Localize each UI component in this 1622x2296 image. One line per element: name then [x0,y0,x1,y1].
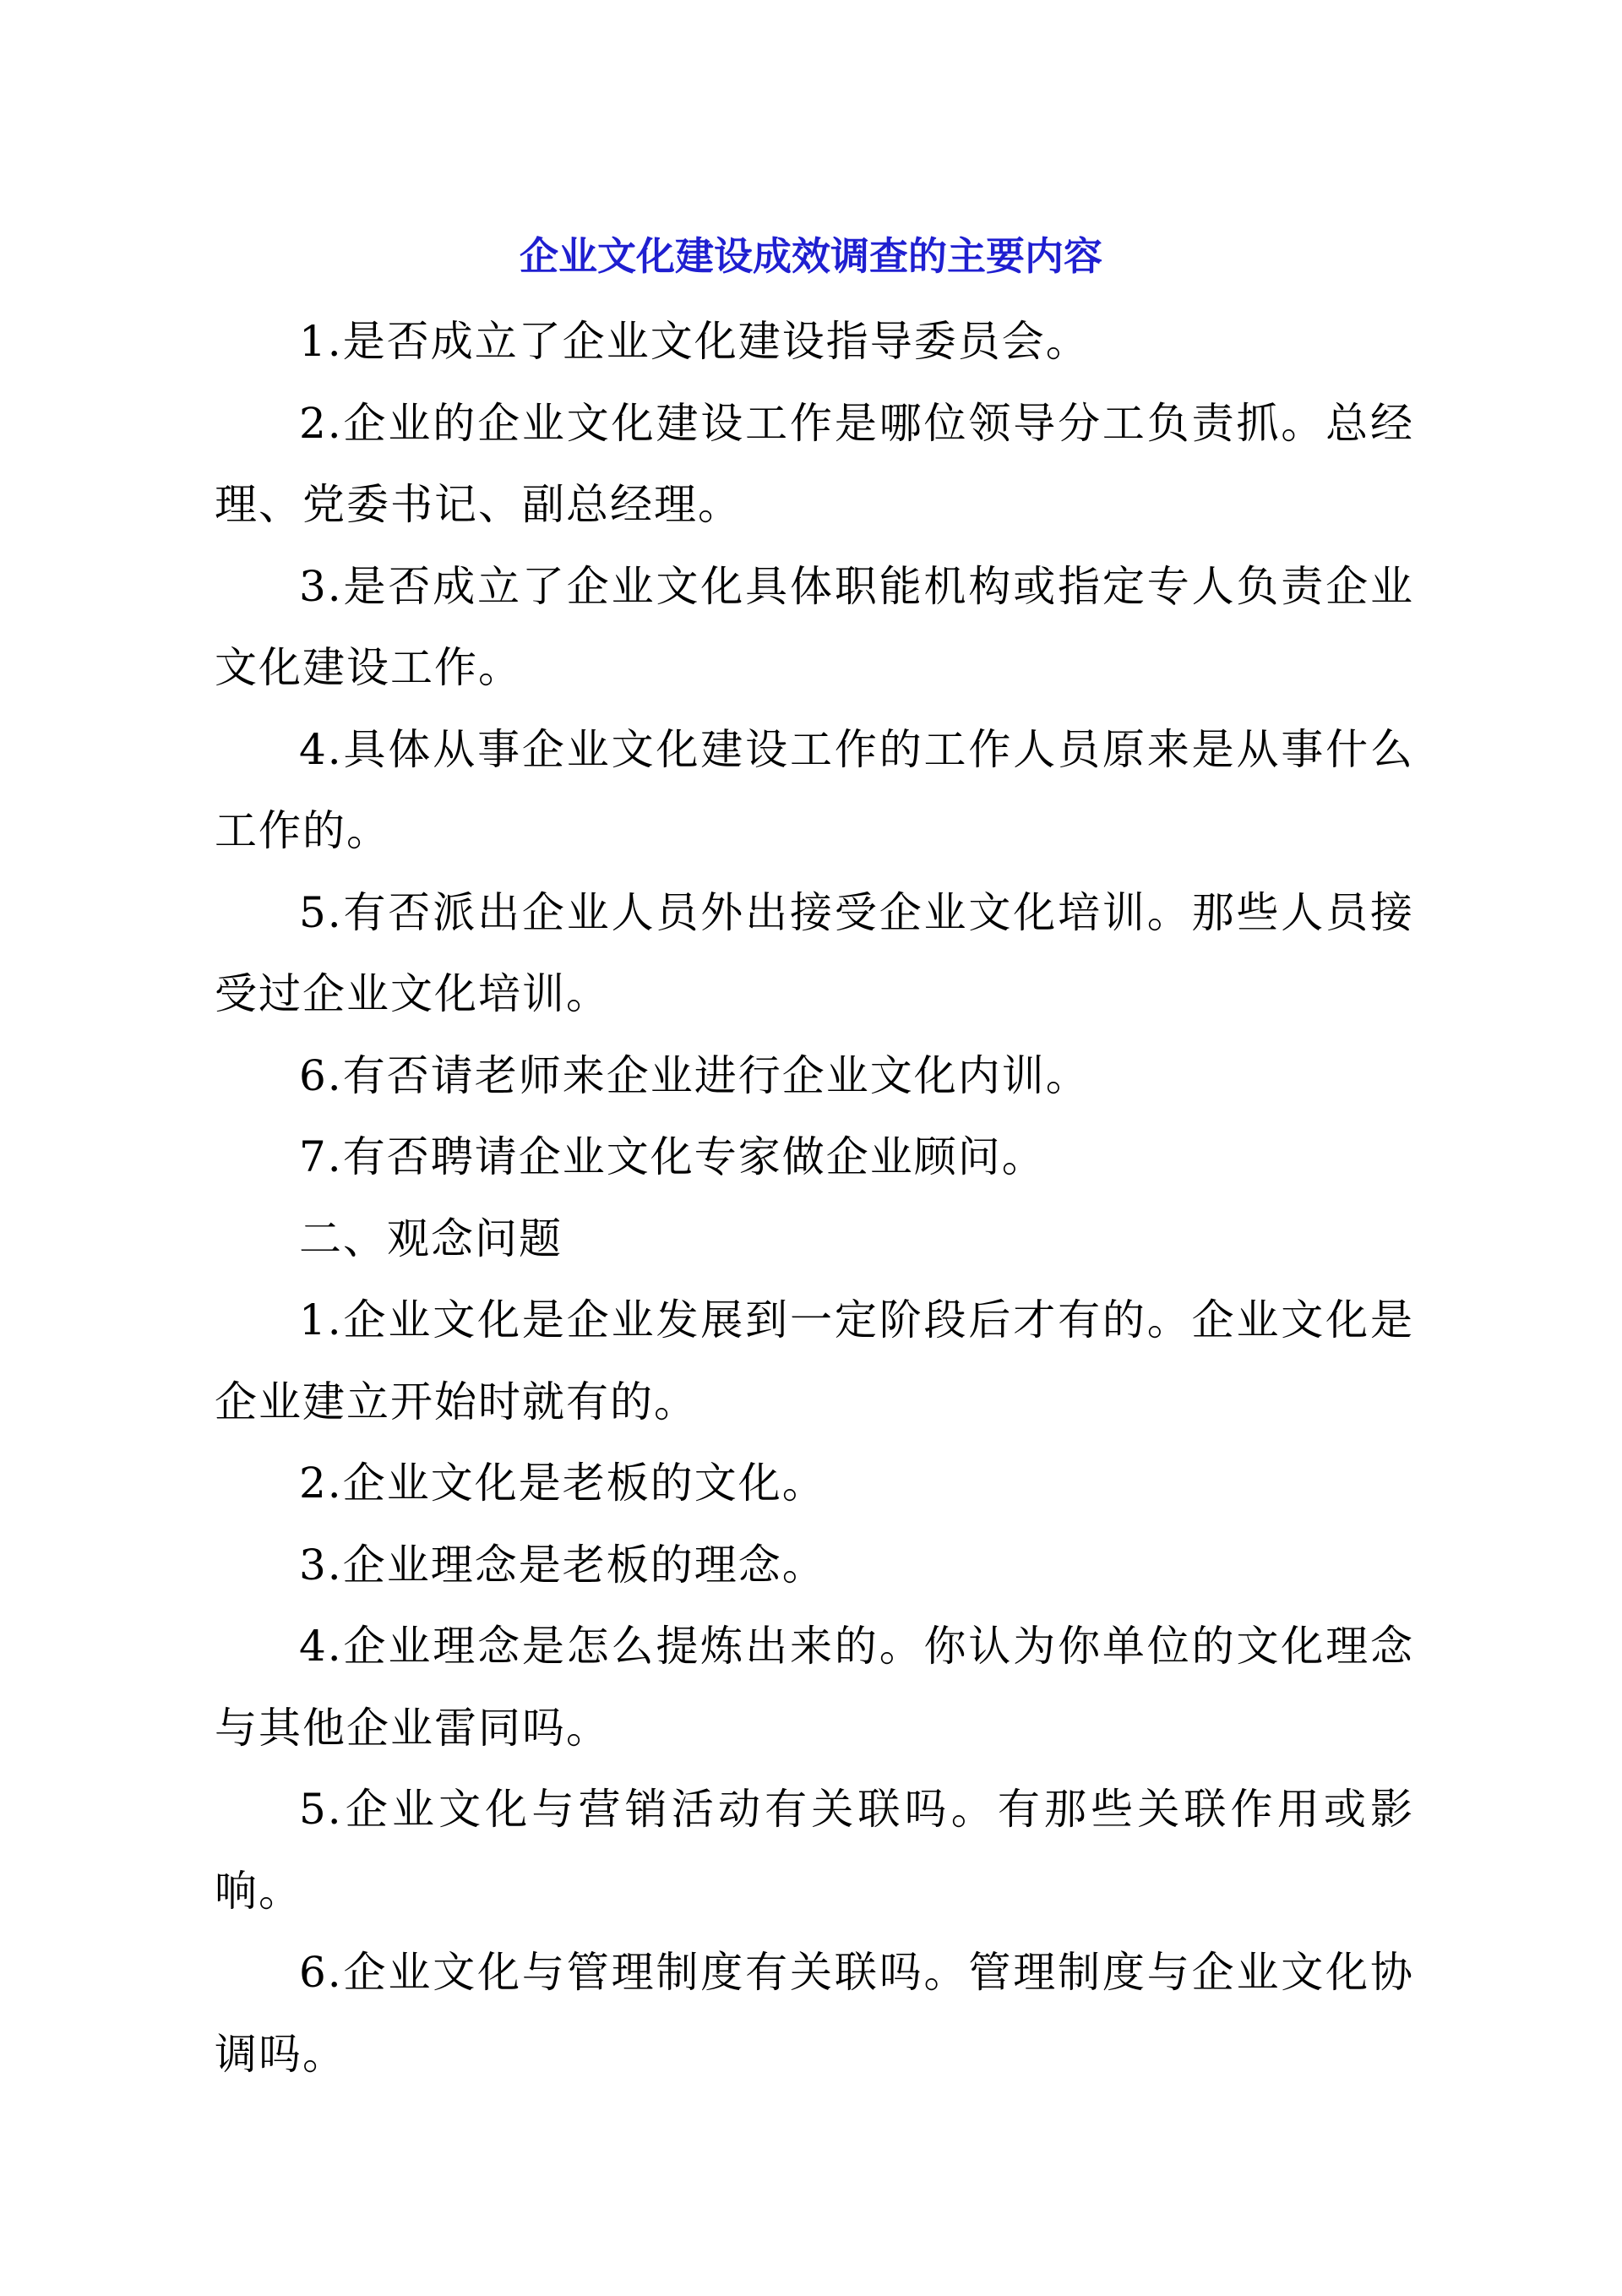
paragraph-1: 1.是否成立了企业文化建设指导委员会。 [299,317,1090,366]
paragraph-13: 6.企业文化与管理制度有关联吗。管理制度与企业文化协调吗。 [215,1948,1414,2079]
paragraph-10: 3.企业理念是老板的理念。 [299,1540,826,1590]
paragraph-3: 3.是否成立了企业文化具体职能机构或指定专人负责企业文化建设工作。 [215,561,1414,692]
paragraph-5: 5.有否派出企业人员外出接受企业文化培训。那些人员接受过企业文化培训。 [215,887,1414,1018]
paragraph-8: 1.企业文化是企业发展到一定阶段后才有的。企业文化是企业建立开始时就有的。 [215,1295,1414,1426]
paragraph-9: 2.企业文化是老板的文化。 [299,1459,826,1508]
paragraph-4: 4.具体从事企业文化建设工作的工作人员原来是从事什么工作的。 [215,724,1414,855]
paragraph-7: 7.有否聘请企业文化专家做企业顾问。 [299,1132,1046,1181]
document-body [215,301,1414,2095]
paragraph-12: 5.企业文化与营销活动有关联吗。有那些关联作用或影响。 [215,1785,1414,1916]
section-heading: 二、观念问题 [299,1213,563,1263]
paragraph-6: 6.有否请老师来企业进行企业文化内训。 [299,1050,1090,1100]
paragraph-2: 2.企业的企业文化建设工作是哪位领导分工负责抓。总经理、党委书记、副总经理。 [215,398,1414,529]
document-title: 企业文化建设成效调查的主要内容 [520,233,1102,279]
paragraph-11: 4.企业理念是怎么提炼出来的。你认为你单位的文化理念与其他企业雷同吗。 [215,1622,1414,1753]
